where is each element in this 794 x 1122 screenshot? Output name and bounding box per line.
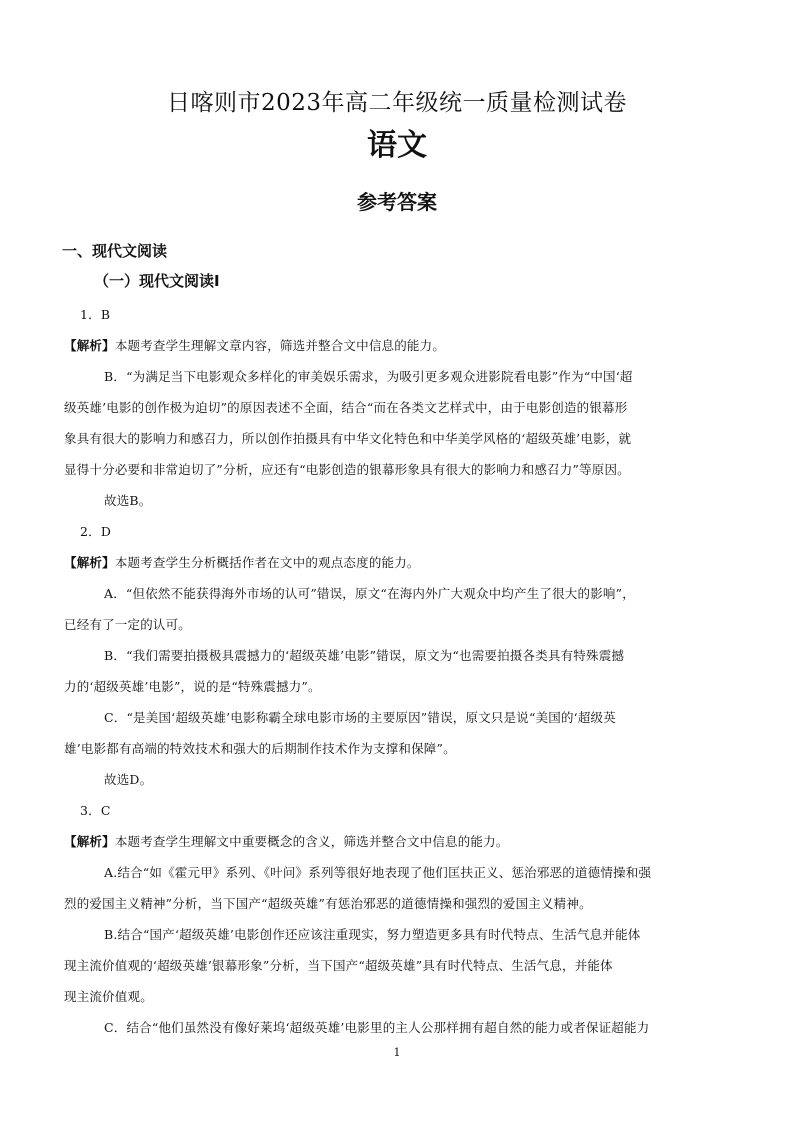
q1-b-line: 显得十分必要和非常迫切了”分析，应还有“电影创造的银幕形象具有很大的影响力和感召力”等原因。 [64,462,630,477]
q2-a-line: A．“但依然不能获得海外市场的认可”错误，原文“在海内外广大观众中均产生了很大的影响”， [104,586,635,601]
q2-a-line: 已经有了一定的认可。 [64,617,192,632]
q3-analysis [64,832,509,850]
q1-b-line: 级英雄’电影的创作极为迫切”的原因表述不全面，结合“而在各类文艺样式中，由于电影创造的银幕形 [64,400,628,415]
answer-key-title: 参考答案 [357,190,437,214]
q2-c-line: C．“是美国‘超级英雄’电影称霸全球电影市场的主要原因”错误，原文只是说“美国的‘超级英 [104,710,616,725]
subject-title: 语文 [367,128,427,163]
q3-b-line: B.结合“国产‘超级英雄’电影创作还应该注重现实，努力塑造更多具有时代特点、生活气息并能体 [104,927,641,942]
q1-answer: 1．B [80,307,111,322]
q3-b-line: 现主流价值观的‘超级英雄’银幕形象”分析，当下国产“超级英雄”具有时代特点、生活气息，并能体 [64,958,613,973]
analysis-tag: 【解析】 [64,834,115,849]
q2-conclusion: 故选D。 [104,772,153,787]
q3-a-line: A.结合“如《霍元甲》系列、《叶问》系列等很好地表现了他们匡扶正义、惩治邪恶的道德情操和强 [104,865,652,880]
subsection-heading: （一）现代文阅读Ⅰ [94,272,220,290]
q2-c-line: 雄’电影都有高端的特效技术和强大的后期制作技术作为支撑和保障”。 [64,741,456,756]
q2-b-line: 力的‘超级英雄’电影”，说的是“特殊震撼力”。 [64,679,321,694]
q3-analysis-text: 本题考查学生理解文中重要概念的含义，筛选并整合文中信息的能力。 [114,834,509,849]
q1-b-line: 象具有很大的影响力和感召力，所以创作拍摄具有中华文化特色和中华美学风格的‘超级英雄’电影，就 [64,431,632,446]
q1-analysis [64,336,445,354]
section-heading: 一、现代文阅读 [62,242,168,260]
q2-answer: 2．D [80,524,112,539]
analysis-tag: 【解析】 [64,555,115,570]
q1-conclusion: 故选B。 [104,493,152,508]
q2-analysis [64,553,420,571]
q1-b-line: B．“为满足当下电影观众多样化的审美娱乐需求，为吸引更多观众进影院看电影”作为“中国‘超 [104,369,633,384]
exam-title: 日喀则市2023年高二年级统一质量检测试卷 [166,90,628,116]
q3-b-line: 现主流价值观。 [64,989,153,1004]
q3-c-line: C．结合“他们虽然没有像好莱坞‘超级英雄’电影里的主人公那样拥有超自然的能力或者保证超能力 [104,1020,650,1035]
q2-b-line: B．“我们需要拍摄极具震撼力的‘超级英雄’电影”错误，原文为“也需要拍摄各类具有特殊震撼 [104,648,625,663]
q3-a-line: 烈的爱国主义精神”分析，当下国产“超级英雄”有惩治邪恶的道德情操和强烈的爱国主义精神。 [64,896,592,911]
page-number: 1 [393,1046,401,1059]
analysis-tag: 【解析】 [64,338,115,353]
q1-analysis-text: 本题考查学生理解文章内容，筛选并整合文中信息的能力。 [114,338,446,353]
q3-answer: 3．C [80,803,111,818]
q2-analysis-text: 本题考查学生分析概括作者在文中的观点态度的能力。 [114,555,420,570]
